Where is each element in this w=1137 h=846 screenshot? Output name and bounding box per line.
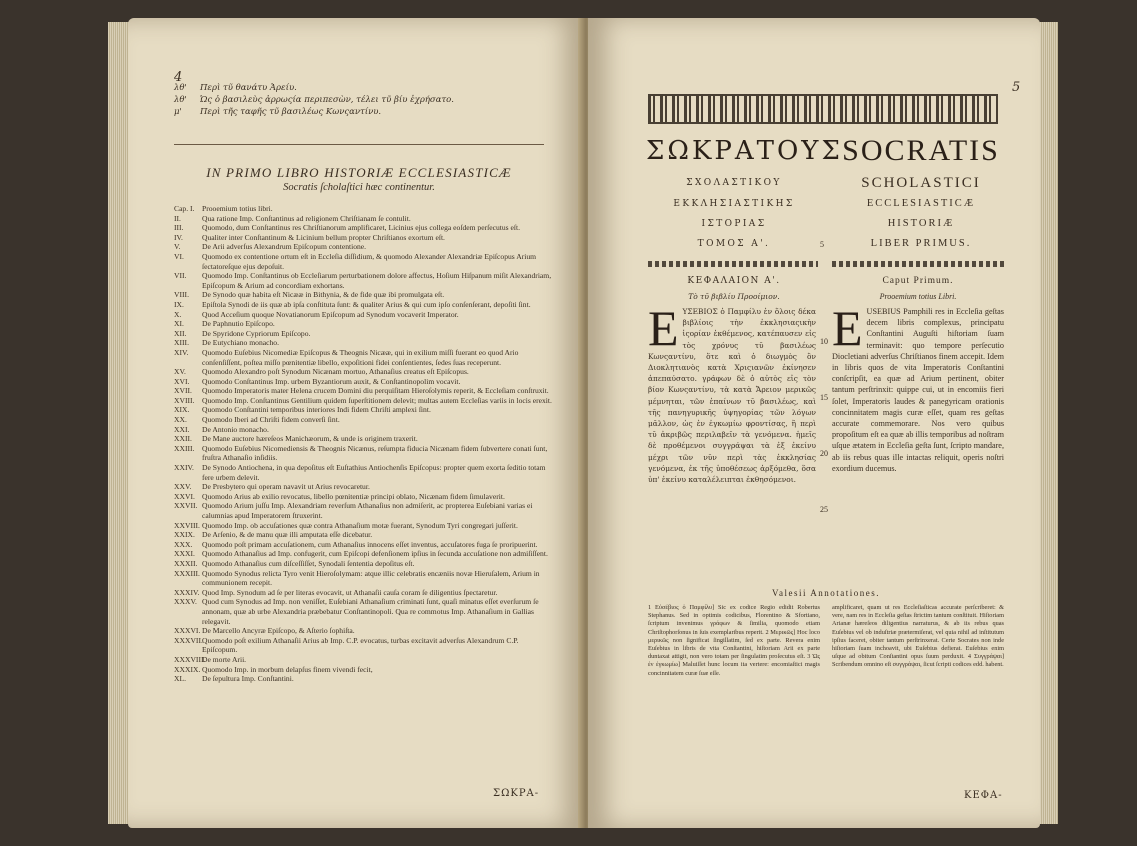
chapter-number: XXXI. [174,549,195,559]
chapter-number: XXIII. [174,443,195,453]
latin-body-text: USEBIUS Pamphili res in Eccleſia geſtas decem libris complexus, principatu Conſtantini Auguſti hiſtoriam ſuam terminavit: quo tempore perſecutio Diocletiani adverſus Chriſtianos finem accepit. Idem in libris quos de vita Imperatoris Conſtantini conſcripſit, ea quæ ad Arium pertinent, obiter tantum perſtrinxit: quippe cui, ut in encomiis fieri ſolet, Imperatoris laudes & panegyricam orationis concinnitatem magis curæ eſſet, quam res geſtas accurate commemorare. Nos vero quibus propoſitum eſt ea quæ ab illis temporibus ad noſtram uſque ætatem in Eccleſia geſta ſunt, ſcripto mandare, ab iis rebus quas ille intactas reliquit, operis noſtri exordium ducemus. [832,307,1004,473]
greek-toc-row [174,106,554,118]
chapter-row [174,300,554,310]
chapter-number: XXVIII. [174,520,200,530]
chapter-row [174,665,554,675]
chapter-row [174,569,554,588]
notes-left-column: 1 Εὐσέβιος ὁ Παμφίλυ] Sic ex codice Regio edidit Robertus Stephanus. Sed in optimis codicibus, Florentino & Sfortiano, ſcriptum invenimus γράφων & ſimilia, quomodo etiam Chriſtophorſonus in ſuis exemplaribus reperit. 2 Μερικῶς] Hoc loco μερικῶς non ſignificat ſingillatim, ſed ex parte. Revera enim Euſebius in libris de vita Conſtantini, hiſtoriam Arii ex parte duntaxat attigit, non vero totam per ſingulatim proſecutus eſt. 3 Ὡς ἐν ἐγκωμίω] Maluiſſet hunc locum ita vertere: encomiaſtici magis concinnitatem curæ ſuæ eſſe. [648,604,820,677]
chapter-number: XXXVII. [174,635,203,645]
chapter-number: XXVII. [174,501,198,511]
chapter-summary: Quomodo, dum Conſtantinus res Chriſtianorum amplificaret, Licinius ejus collega eoſdem perſecutus eſt. [202,223,521,233]
notes-heading: Valesii Annotationes. [772,588,880,598]
chapter-summary: Quomodo Imp. in morbum delapſus finem vivendi fecit, [202,664,373,674]
greek-toc-num: μ' [174,107,182,117]
chapter-row [174,204,554,214]
catchword: ΚΕΦΑ- [964,790,1003,801]
chapter-summary: Quomodo Euſebius Nicomediensis & Theognis Nicænus, reſumpta fiducia Nicænam fidem ſubvertere conati ſunt, fruſtra Athanaſio inſidiis. [202,443,548,463]
chapter-summary: Quomodo Imp. Conſtantinus ob Eccleſiarum perturbationem dolore affectus, Hoſium Hiſpanum miſit Alexandriam, Epiſcopum & Arium ad concordiam exhortans. [202,271,552,290]
chapter-number: XXV. [174,482,192,492]
chapter-summary: Quomodo Arius ab exilio revocatus, libello pœnitentiæ principi oblato, Nicænam fidem ſimulaverit. [202,491,505,501]
chapter-summary: De Synodo Antiochena, in qua depoſitus eſt Euſtathius Antiochenſis Epiſcopus: propter quem exorta ſeditio totam fere urbem delevit. [202,463,546,482]
chapter-number: XXXIV. [174,587,200,597]
catchword: ΣΩΚΡΑ- [493,788,540,799]
chapter-summary: De Arii adverſus Alexandrum Epiſcopum contentione. [202,242,367,252]
chapter-number: XXXIII. [174,568,200,578]
latin-subtitle-1: SCHOLASTICI [861,175,981,191]
chapter-summary: Quomodo Athanaſius cum diſceſſiſſet, Synodali ſententia depoſitus eſt. [202,558,415,568]
line-number: 10 [820,337,828,346]
chapter-summary: De Mane auctore hæreſeos Manichæorum, & unde is originem traxerit. [202,434,418,444]
greek-toc-text: Ὡς ὁ βασιλεὺς ἀρρωςία περιπεσὼν, τέλει τῦ βίυ ἐχρήσατο. [200,95,454,105]
chapter-number: XXXIX. [174,664,201,674]
greek-dropcap: E [648,306,679,356]
chapter-number: XI. [174,319,184,329]
chapter-row [174,396,554,406]
chapter-row [174,434,554,444]
chapter-row [174,338,554,348]
chapter-summary: De Presbytero qui operam navavit ut Arius revocaretur. [202,482,370,492]
chapter-row [174,214,554,224]
chapter-number: V. [174,242,181,252]
greek-toc [174,82,554,118]
greek-toc-text: Περὶ τῆς ταφῆς τῦ βασιλέως Κωνςαντίνυ. [200,107,382,117]
chapter-summary: De Paphnutio Epiſcopo. [202,319,275,329]
chapter-summary: Quomodo Imp. ob accuſationes quæ contra Athanaſium motæ fuerant, Synodum Tyri congregari juſſerit. [202,520,518,530]
chapter-row [174,674,554,684]
latin-ornament-band [832,261,1004,267]
chapter-summary: Quomodo Conſtantinus Imp. urbem Byzantiorum auxit, & Conſtantinopolim vocavit. [202,376,461,386]
toc-heading: IN PRIMO LIBRO HISTORIÆ ECCLESIASTICÆ [206,165,512,180]
right-page-edges [1038,22,1058,824]
chapter-number: XII. [174,328,187,338]
latin-column [832,306,1004,578]
chapter-number: XVIII. [174,395,195,405]
chapter-number: XXXVIII. [174,654,206,664]
chapter-number: XXXV. [174,597,197,607]
latin-dropcap: E [832,306,863,356]
chapter-summary: Quomodo Synodus relicta Tyro venit Hieroſolymam: atque illic celebratis encæniis novæ Hieruſalem, Arium in communionem recepit. [202,568,540,588]
greek-toc-num: λθ' [174,83,187,93]
left-page [128,18,583,828]
chapter-summary: Quod cum Synodus ad Imp. non veniſſet, Euſebiani Athanaſium criminati ſunt, quaſi minatus eſſet everſurum ſe annonam, quæ ab urbe Alexandria præbebatur Conſtantinopoli. Qua re commotus Imp. Athanaſium in Gallias relegavit. [202,597,539,626]
toc-subheading: Socratis ſcholaſtici hæc continentur. [283,182,435,193]
chapter-row [174,444,554,463]
chapter-summary: De Antonio monacho. [202,424,269,434]
chapter-summary: Epiſtola Synodi de iis quæ ab ipſa conſtituta ſunt: & qualiter Arius & qui cum ipſo conſenſerant, depoſiti ſint. [202,299,531,309]
chapter-summary: Quomodo poſt exilium Athanaſii Arius ab Imp. C.P. evocatus, turbas excitavit adverſus Alexandrum C.P. Epiſcopum. [202,635,519,655]
chapter-summary: De Arſenio, & de manu quæ illi amputata eſſe dicebatur. [202,530,373,540]
chapter-row [174,549,554,559]
chapter-number: IX. [174,299,184,309]
chapter-row [174,329,554,339]
line-number: 15 [820,393,828,402]
greek-subtitle-2: ΕΚΚΛΗΣΙΑΣΤΙΚΗΣ [673,199,795,209]
chapter-row [174,223,554,233]
chapter-row [174,425,554,435]
chapter-row [174,290,554,300]
chapter-number: XXX. [174,539,193,549]
latin-chapter-title: Caput Primum. [882,276,954,286]
chapter-row [174,636,554,655]
greek-toc-text: Περὶ τῦ θανάτυ Ἀρείυ. [200,83,297,93]
chapter-summary: De ſepultura Imp. Conſtantini. [202,674,294,684]
chapter-summary: De Synodo quæ habita eſt Nicææ in Bithynia, & de fide quæ ibi promulgata eſt. [202,290,445,300]
chapter-row [174,415,554,425]
chapter-number: XIV. [174,347,189,357]
chapter-row [174,348,554,367]
chapter-number: XVI. [174,376,190,386]
greek-chapter-title: ΚΕΦΑΛΑΙΟΝ Α'. [687,276,781,286]
latin-subtitle-2: ECCLESIASTICÆ [866,198,976,209]
chapter-number: X. [174,309,182,319]
chapter-row [174,319,554,329]
chapter-row [174,310,554,320]
chapter-summary: De morte Arii. [202,654,247,664]
latin-subtitle-3: HISTORIÆ [887,218,955,229]
chapter-number: XIX. [174,405,190,415]
chapter-summary: Quomodo Imperatoris mater Helena crucem Domini diu perquiſitam Hieroſolymis reperit, & Eccleſiam conſtruxit. [202,386,549,396]
line-number: 5 [820,240,824,249]
chapter-row [174,501,554,520]
chapter-row [174,540,554,550]
chapter-row [174,559,554,569]
line-number: 25 [820,505,828,514]
chapter-row [174,463,554,482]
chapter-summary: Quomodo poſt primam accuſationem, cum Athanaſius innocens eſſet inventus, accuſatores fuga ſe proripuerint. [202,539,538,549]
chapter-summary: Qualiter inter Conſtantinum & Licinium bellum propter Chriſtianos exortum eſt. [202,232,445,242]
chapter-number: XVII. [174,386,192,396]
chapter-row [174,386,554,396]
chapter-row [174,655,554,665]
chapter-number: XXII. [174,434,192,444]
chapter-summary: De Eutychiano monacho. [202,338,279,348]
chapter-summary: De Marcello Ancyræ Epiſcopo, & Aſterio ſophiſta. [202,626,355,636]
chapter-summary: Quod Acceſium quoque Novatianorum Epiſcopum ad Synodum vocaverit Imperator. [202,309,459,319]
chapter-summary: Qua ratione Imp. Conſtantinus ad religionem Chriſtianam ſe contulit. [202,213,411,223]
chapter-summary: Quomodo Athanaſius ad Imp. confugerit, cum Epiſcopi defenſionem ipſius in ſecunda accuſatione non admiſiſſent. [202,549,548,559]
chapter-summary: Quomodo Iberi ad Chriſti fidem converſi ſint. [202,415,340,425]
headpiece-ornament [648,94,998,124]
chapter-summary: Quomodo Alexandro poſt Synodum Nicænam mortuo, Athanaſius creatus eſt Epiſcopus. [202,367,469,377]
chapter-number: IV. [174,232,183,242]
chapter-number: XXIX. [174,530,195,540]
greek-toc-row [174,94,554,106]
notes-right-column: amplificaret, quam ut res Eccleſiaſticas accurate perſcriberet: & vere, nam res in Eccleſia geſtas ſtrictim tantum conſtituit. Hiſtoriam Arianæ hæreſeos diligentius narraturus, & ab iis rebus quas Euſebius vel ob induſtriæ prætermiſerat, vel quia nihil ad inſtitutum ipſius faceret, obiter tantum perſtrinxerat. Certe Socrates non inde hiſtoriam ſuam inchoavit, ubi Euſebius defierat. Euſebius enim uſque ad obitum Conſtantini opus ſuum perduxit. 4 Συγγράψαι] Scribendum omnino eſt συγγράψαι, ſicut ſcripti codices edd. habent. [832,604,1004,669]
greek-toc-row [174,82,554,94]
chapter-number: Cap. I. [174,204,195,213]
chapter-row [174,242,554,252]
line-number: 20 [820,449,828,458]
chapter-number: XXI. [174,424,190,434]
chapter-number: III. [174,223,184,233]
chapter-row [174,233,554,243]
latin-title: SOCRATIS [842,134,1000,167]
page-number: 4 [174,70,183,85]
chapter-number: XXIV. [174,463,194,473]
chapter-number: XIII. [174,338,189,348]
chapter-number: XXXII. [174,558,198,568]
greek-subtitle-4: ΤΟΜΟΣ Α'. [697,239,771,249]
chapter-number: XL. [174,674,187,684]
chapter-summary: Quomodo ex contentione ortum eſt in Eccleſia diſſidium, & quomodo Alexander Alexandriæ Epiſcopus Arium ſectatoreſque ejus depoſuit. [202,251,537,271]
chapter-list [174,204,554,684]
left-page-edges [108,22,130,824]
page-number: 5 [1012,80,1021,95]
chapter-number: XXVI. [174,491,195,501]
chapter-number: VII. [174,271,187,281]
greek-subtitle-3: ΙΣΤΟΡΙΑΣ [701,219,767,229]
chapter-number: VIII. [174,290,189,300]
chapter-summary: Quomodo Arium juſſu Imp. Alexandriam reverſum Athanaſius non admiſerit, ac propterea Euſebiani varias ei calumnias apud Imperatorem ſtruxerint. [202,501,533,520]
greek-chapter-subtitle: Τὸ τῦ βιβλίυ Προοίμιον. [688,292,780,301]
chapter-row [174,626,554,636]
chapter-row [174,597,554,626]
greek-toc-num: λθ' [174,95,187,105]
greek-body-text: ΥΣΕΒΙΟΣ ὁ Παμφίλυ ἐν ὅλοις δέκα βιβλίοις τὴν ἐκκλησιαςικὴν ἱςορίαν ἐκθέμενος, κατέπαυσεν εἰς τὸς χρόνυς τῦ βασιλέως Κωνςαντίνυ, ὅτε καὶ ὁ διωγμὸς ὃν Διοκλητιανὸς κατὰ Χριςιανῶν ἐκίνησεν ἀπεπαύσατο. γράφων δὲ ὁ αὐτὸς εἰς τὸν βίον Κωνςαντίνυ, τὰ κατὰ Ἄρειον μερικῶς μέμνηται, τῶν ἐπαίνων τῦ βασιλέως, καὶ τῆς πανηγυρικῆς ὑψηγορίας τῶν λόγων μᾶλλον, ὡς ἐν ἐγκωμίω φροντίσας, ἢ περὶ τῦ ἀκριβῶς περιλαβεῖν τὰ γενόμενα. ἡμεῖς δὲ προθέμενοι συγγράψαι τὰ ἐξ ἐκείνυ μέχρι τῶν νῦν περὶ τὰς ἐκκλησίας γενόμενα, ἐκ τῆς ὑποθέσεως ἀρξόμεθα, ὅσα ὑπ' ἐκείνυ καταλέλειπται ἐκθησόμενοι. [648,307,816,485]
chapter-row [174,405,554,415]
chapter-row [174,252,554,271]
chapter-row [174,367,554,377]
chapter-number: XXXVI. [174,626,201,636]
chapter-row [174,530,554,540]
greek-column [648,306,816,578]
greek-ornament-band [648,261,818,267]
chapter-number: XV. [174,367,186,377]
chapter-row [174,521,554,531]
divider [174,144,544,145]
chapter-summary: Quomodo Euſebius Nicomediæ Epiſcopus & Theognis Nicææ, qui in exilium miſſi fuerant eo quod Ario conſenſiſſent, poſtea miſſo pœnitentiæ libello, expoſitioni fidei conſentientes, ſedes ſuas receperunt. [202,347,519,367]
chapter-row [174,482,554,492]
chapter-row [174,377,554,387]
chapter-summary: Quod Imp. Synodum ad ſe per literas evocavit, ut Athanaſii cauſa coram ſe diligentius ſpectaretur. [202,587,498,597]
latin-subtitle-4: LIBER PRIMUS. [870,238,972,249]
right-page [588,18,1040,828]
latin-chapter-subtitle: Prooemium totius Libri. [879,292,957,301]
greek-subtitle-1: ΣΧΟΛΑΣΤΙΚΟΥ [686,178,782,188]
chapter-summary: Quomodo Conſtantini temporibus interiores Indi fidem Chriſti amplexi ſint. [202,405,431,415]
greek-title: ΣΩΚΡΑΤΟΥΣ [646,136,843,166]
chapter-row [174,492,554,502]
chapter-number: XX. [174,415,187,425]
chapter-summary: Prooemium totius libri. [202,204,273,213]
chapter-summary: De Spyridone Cypriorum Epiſcopo. [202,328,311,338]
chapter-row [174,588,554,598]
chapter-number: VI. [174,251,184,261]
chapter-number: II. [174,213,181,223]
chapter-summary: Quomodo Imp. Conſtantinus Gentilium quidem ſuperſtitionem delevit; multas autem Eccleſias variis in locis erexit. [202,395,552,405]
chapter-row [174,271,554,290]
